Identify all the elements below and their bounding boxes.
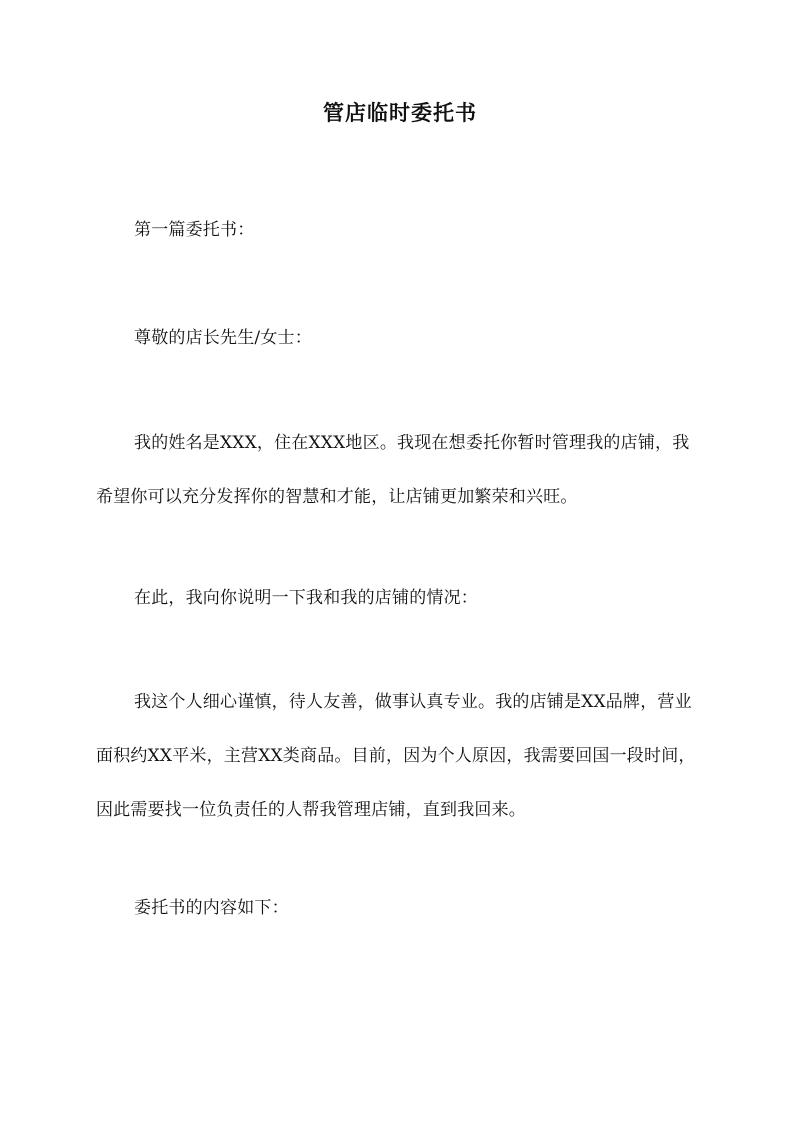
paragraph-explanation-intro: 在此，我向你说明一下我和我的店铺的情况： <box>134 588 478 608</box>
paragraph-background: 我这个人细心谨慎，待人友善，做事认真专业。我的店铺是XX品牌，营业面积约XX平米，主营XX类商品。目前，因为个人原因，我需要回国一段时间，因此需要找一位负责任的人帮我管理店铺，直到我回来。 <box>96 692 696 820</box>
paragraph-contents-heading: 委托书的内容如下： <box>134 898 289 918</box>
paragraph-introduction: 我的姓名是XXX，住在XXX地区。我现在想委托你暂时管理我的店铺，我希望你可以充分发挥你的智慧和才能，让店铺更加繁荣和兴旺。 <box>96 433 690 507</box>
document-title: 管店临时委托书 <box>323 100 477 125</box>
section-heading: 第一篇委托书： <box>134 220 255 240</box>
salutation: 尊敬的店长先生/女士： <box>134 328 312 348</box>
